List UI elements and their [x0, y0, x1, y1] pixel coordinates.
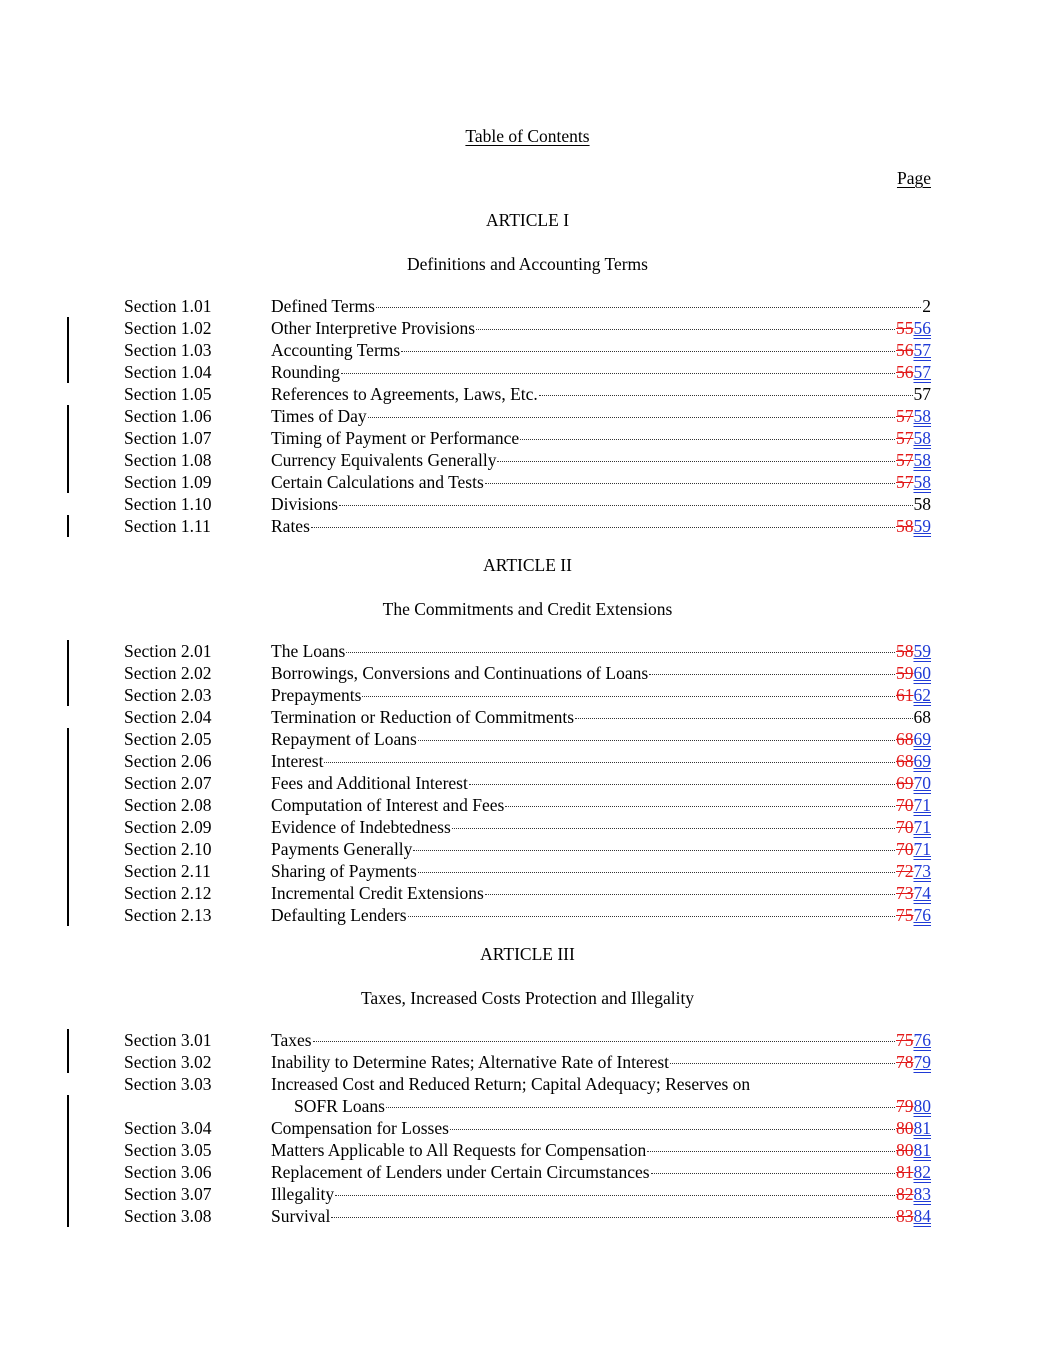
page-column-label: Page	[896, 168, 931, 188]
section-number: Section 3.08	[124, 1206, 212, 1226]
section-number: Section 3.04	[124, 1118, 212, 1138]
toc-entry[interactable]	[124, 1073, 931, 1117]
page-number	[896, 662, 931, 684]
deleted-page-number: 72	[896, 861, 914, 881]
section-title: Interest	[271, 751, 324, 771]
dot-leader	[341, 373, 895, 374]
dot-leader	[469, 784, 895, 785]
title-row	[271, 339, 931, 361]
section-number: Section 3.01	[124, 1030, 212, 1050]
toc-entry[interactable]	[124, 882, 931, 904]
section-title: The Loans	[271, 641, 346, 661]
inserted-page-number: 82	[913, 1162, 931, 1182]
article-heading: Definitions and Accounting Terms	[407, 254, 648, 274]
change-bar	[67, 662, 69, 684]
section-number: Section 1.07	[124, 428, 212, 448]
section-number: Section 2.03	[124, 685, 212, 705]
deleted-page-number: 83	[896, 1206, 914, 1226]
section-title: Timing of Payment or Performance	[271, 428, 520, 448]
dot-leader	[313, 1041, 895, 1042]
toc-entry[interactable]	[124, 1161, 931, 1183]
toc-entry[interactable]	[124, 515, 931, 537]
toc-entry[interactable]	[124, 750, 931, 772]
deleted-page-number: 56	[896, 340, 914, 360]
title-row	[271, 405, 931, 427]
section-title: References to Agreements, Laws, Etc.	[271, 384, 538, 404]
page-number	[896, 1051, 931, 1073]
inserted-page-number: 58	[913, 406, 931, 426]
deleted-page-number: 56	[896, 362, 914, 382]
section-number: Section 1.11	[124, 516, 211, 536]
toc-entry[interactable]	[124, 1139, 931, 1161]
section-title: Rates	[271, 516, 310, 536]
dot-leader	[413, 850, 895, 851]
change-bar	[67, 772, 69, 794]
toc-entry[interactable]	[124, 860, 931, 882]
deleted-page-number: 57	[896, 450, 914, 470]
dot-leader	[418, 872, 895, 873]
change-bar	[67, 515, 69, 537]
dot-leader	[450, 1129, 895, 1130]
toc-entry[interactable]	[124, 449, 931, 471]
deleted-page-number: 69	[896, 773, 914, 793]
toc-title: Table of Contents	[465, 126, 590, 146]
inserted-page-number: 81	[913, 1118, 931, 1138]
title-row	[271, 295, 931, 317]
change-bar	[67, 449, 69, 471]
dot-leader	[647, 1151, 895, 1152]
deleted-page-number: 58	[896, 641, 914, 661]
inserted-page-number: 69	[913, 751, 931, 771]
inserted-page-number: 59	[913, 641, 931, 661]
section-title: Repayment of Loans	[271, 729, 417, 749]
page-number	[896, 772, 931, 794]
dot-leader	[452, 828, 895, 829]
dot-leader	[505, 806, 895, 807]
section-title: Accounting Terms	[271, 340, 401, 360]
title-row	[294, 1095, 931, 1117]
dot-leader	[418, 740, 895, 741]
page-number	[896, 1161, 931, 1183]
section-title: Increased Cost and Reduced Return; Capital Adequacy; Reserves on	[271, 1074, 751, 1094]
deleted-page-number: 80	[896, 1118, 914, 1138]
section-number: Section 1.02	[124, 318, 212, 338]
inserted-page-number: 57	[913, 340, 931, 360]
toc-entry[interactable]	[124, 317, 931, 339]
change-bar	[67, 1161, 69, 1183]
article-label: ARTICLE II	[483, 555, 572, 575]
section-number: Section 1.09	[124, 472, 212, 492]
change-bar	[67, 794, 69, 816]
deleted-page-number: 79	[896, 1096, 914, 1116]
inserted-page-number: 80	[913, 1096, 931, 1116]
deleted-page-number: 80	[896, 1140, 914, 1160]
toc-entry[interactable]	[124, 904, 931, 926]
title-row	[271, 706, 931, 728]
article-label: ARTICLE I	[485, 210, 570, 230]
section-number: Section 3.05	[124, 1140, 212, 1160]
deleted-page-number: 70	[896, 839, 914, 859]
change-bar	[67, 1183, 69, 1205]
inserted-page-number: 79	[913, 1052, 931, 1072]
inserted-page-number: 76	[913, 905, 931, 925]
toc-entry[interactable]	[124, 728, 931, 750]
inserted-page-number: 73	[913, 861, 931, 881]
page-number	[896, 1139, 931, 1161]
change-bar	[67, 1029, 69, 1051]
toc-entry[interactable]	[124, 383, 931, 405]
dot-leader	[520, 439, 895, 440]
section-title: Inability to Determine Rates; Alternative Rate of Interest	[271, 1052, 669, 1072]
deleted-page-number: 70	[896, 817, 914, 837]
page-number	[896, 750, 931, 772]
section-title: Taxes	[271, 1030, 312, 1050]
dot-leader	[346, 652, 895, 653]
section-title: Sharing of Payments	[271, 861, 417, 881]
section-title: Replacement of Lenders under Certain Circumstances	[271, 1162, 650, 1182]
page-number	[896, 1029, 931, 1051]
page-number	[896, 317, 931, 339]
dot-leader	[651, 1173, 895, 1174]
deleted-page-number: 59	[896, 663, 914, 683]
title-row	[271, 750, 931, 772]
title-row	[271, 1205, 931, 1227]
page-number	[896, 904, 931, 926]
title-row	[271, 449, 931, 471]
page-number	[896, 405, 931, 427]
page-number	[896, 515, 931, 537]
dot-leader	[497, 461, 895, 462]
toc-entry[interactable]	[124, 1117, 931, 1139]
change-bar	[67, 816, 69, 838]
change-bar	[67, 684, 69, 706]
change-bar	[67, 317, 69, 339]
change-bar	[67, 728, 69, 750]
toc-entry[interactable]	[124, 361, 931, 383]
title-row	[271, 662, 931, 684]
section-number: Section 1.01	[124, 296, 212, 316]
dot-leader	[386, 1107, 895, 1108]
dot-leader	[539, 395, 913, 396]
deleted-page-number: 57	[896, 428, 914, 448]
change-bar	[67, 1205, 69, 1227]
inserted-page-number: 62	[913, 685, 931, 705]
page-number	[896, 794, 931, 816]
dot-leader	[476, 329, 895, 330]
section-number: Section 1.04	[124, 362, 212, 382]
section-number: Section 2.06	[124, 751, 212, 771]
inserted-page-number: 60	[913, 663, 931, 683]
page-number	[896, 882, 931, 904]
page-number	[896, 339, 931, 361]
section-number: Section 2.11	[124, 861, 211, 881]
title-row	[271, 816, 931, 838]
inserted-page-number: 84	[913, 1206, 931, 1226]
page-number: 2	[922, 296, 931, 316]
section-title: Payments Generally	[271, 839, 413, 859]
section-title: Compensation for Losses	[271, 1118, 449, 1138]
toc-entry[interactable]	[124, 1183, 931, 1205]
section-number: Section 2.04	[124, 707, 212, 727]
toc-entry[interactable]	[124, 427, 931, 449]
change-bar	[67, 1051, 69, 1073]
inserted-page-number: 83	[913, 1184, 931, 1204]
section-number: Section 1.03	[124, 340, 212, 360]
section-number: Section 2.13	[124, 905, 212, 925]
inserted-page-number: 59	[913, 516, 931, 536]
toc-entry[interactable]	[124, 838, 931, 860]
title-row	[271, 361, 931, 383]
section-title: Currency Equivalents Generally	[271, 450, 497, 470]
section-number: Section 3.07	[124, 1184, 212, 1204]
title-row	[271, 1051, 931, 1073]
dot-leader	[485, 894, 895, 895]
toc-entry[interactable]	[124, 295, 931, 317]
change-bar	[67, 640, 69, 662]
deleted-page-number: 70	[896, 795, 914, 815]
page-number	[896, 838, 931, 860]
section-number: Section 2.02	[124, 663, 212, 683]
toc-entry[interactable]	[124, 772, 931, 794]
article-heading: Taxes, Increased Costs Protection and Illegality	[360, 988, 695, 1008]
dot-leader	[331, 1217, 895, 1218]
toc-entry[interactable]	[124, 816, 931, 838]
section-title: Termination or Reduction of Commitments	[271, 707, 575, 727]
inserted-page-number: 74	[913, 883, 931, 903]
section-number: Section 2.05	[124, 729, 212, 749]
title-row	[271, 728, 931, 750]
inserted-page-number: 56	[913, 318, 931, 338]
section-title: Incremental Credit Extensions	[271, 883, 484, 903]
page-number	[896, 361, 931, 383]
deleted-page-number: 68	[896, 751, 914, 771]
title-row	[271, 860, 931, 882]
section-number: Section 3.06	[124, 1162, 212, 1182]
toc-entry[interactable]	[124, 706, 931, 728]
toc-entry[interactable]	[124, 684, 931, 706]
change-bar	[67, 471, 69, 493]
change-bar	[67, 860, 69, 882]
inserted-page-number: 71	[913, 795, 931, 815]
section-title: Times of Day	[271, 406, 367, 426]
title-row	[271, 317, 931, 339]
dot-leader	[311, 527, 895, 528]
page-number	[896, 860, 931, 882]
dot-leader	[670, 1063, 895, 1064]
title-row	[271, 1029, 931, 1051]
article-label: ARTICLE III	[480, 944, 575, 964]
section-title: Survival	[271, 1206, 331, 1226]
dot-leader	[376, 307, 921, 308]
deleted-page-number: 57	[896, 406, 914, 426]
deleted-page-number: 55	[896, 318, 914, 338]
section-number: Section 2.10	[124, 839, 212, 859]
inserted-page-number: 70	[913, 773, 931, 793]
section-title: Computation of Interest and Fees	[271, 795, 505, 815]
section-number: Section 1.08	[124, 450, 212, 470]
deleted-page-number: 58	[896, 516, 914, 536]
inserted-page-number: 71	[913, 839, 931, 859]
toc-entry[interactable]	[124, 662, 931, 684]
page-number	[896, 1183, 931, 1205]
change-bar	[67, 838, 69, 860]
title-row	[271, 383, 931, 405]
section-title: Other Interpretive Provisions	[271, 318, 476, 338]
inserted-page-number: 58	[913, 450, 931, 470]
section-title: Certain Calculations and Tests	[271, 472, 484, 492]
page-number: 58	[913, 494, 931, 514]
change-bar	[67, 405, 69, 427]
toc-entry[interactable]	[124, 493, 931, 515]
dot-leader	[649, 674, 895, 675]
title-row	[271, 1117, 931, 1139]
page-number	[896, 449, 931, 471]
toc-entry[interactable]	[124, 339, 931, 361]
section-title: Divisions	[271, 494, 339, 514]
section-number: Section 2.09	[124, 817, 212, 837]
deleted-page-number: 75	[896, 1030, 914, 1050]
dot-leader	[339, 505, 912, 506]
page-number	[896, 1095, 931, 1117]
inserted-page-number: 69	[913, 729, 931, 749]
toc-entry[interactable]	[124, 640, 931, 662]
dot-leader	[401, 351, 895, 352]
title-row	[271, 427, 931, 449]
title-row	[271, 1161, 931, 1183]
section-number: Section 1.10	[124, 494, 212, 514]
toc-entry[interactable]	[124, 471, 931, 493]
section-number: Section 2.08	[124, 795, 212, 815]
dot-leader	[324, 762, 895, 763]
change-bar	[67, 904, 69, 926]
deleted-page-number: 75	[896, 905, 914, 925]
change-bar	[67, 1139, 69, 1161]
deleted-page-number: 57	[896, 472, 914, 492]
toc-entry[interactable]	[124, 1205, 931, 1227]
title-row	[271, 838, 931, 860]
section-number: Section 2.12	[124, 883, 212, 903]
title-row	[271, 471, 931, 493]
title-row	[271, 1139, 931, 1161]
deleted-page-number: 73	[896, 883, 914, 903]
title-row	[271, 640, 931, 662]
page-number	[896, 1205, 931, 1227]
title-row	[271, 1183, 931, 1205]
section-number: Section 3.02	[124, 1052, 212, 1072]
deleted-page-number: 82	[896, 1184, 914, 1204]
dot-leader	[408, 916, 895, 917]
inserted-page-number: 58	[913, 472, 931, 492]
change-bar	[67, 750, 69, 772]
section-number: Section 1.05	[124, 384, 212, 404]
title-row	[271, 493, 931, 515]
dot-leader	[362, 696, 895, 697]
dot-leader	[575, 718, 912, 719]
deleted-page-number: 78	[896, 1052, 914, 1072]
deleted-page-number: 61	[896, 685, 914, 705]
section-title-continued: SOFR Loans	[294, 1096, 385, 1116]
section-number: Section 1.06	[124, 406, 212, 426]
section-number: Section 3.03	[124, 1074, 212, 1094]
inserted-page-number: 81	[913, 1140, 931, 1160]
section-title: Defaulting Lenders	[271, 905, 407, 925]
section-number: Section 2.01	[124, 641, 212, 661]
deleted-page-number: 81	[896, 1162, 914, 1182]
toc-entry[interactable]	[124, 1051, 931, 1073]
page-number: 57	[913, 384, 931, 404]
title-row	[271, 684, 931, 706]
section-title: Matters Applicable to All Requests for Compensation	[271, 1140, 647, 1160]
change-bar	[67, 427, 69, 449]
change-bar	[67, 882, 69, 904]
section-title: Prepayments	[271, 685, 362, 705]
dot-leader	[368, 417, 895, 418]
dot-leader	[335, 1195, 895, 1196]
page-number	[896, 728, 931, 750]
page-number	[896, 427, 931, 449]
page-number	[896, 684, 931, 706]
page-number	[896, 640, 931, 662]
dot-leader	[485, 483, 895, 484]
title-row	[271, 794, 931, 816]
toc-entry[interactable]	[124, 405, 931, 427]
toc-entry[interactable]	[124, 1029, 931, 1051]
page-number	[896, 1117, 931, 1139]
title-row	[271, 515, 931, 537]
page-number	[896, 816, 931, 838]
section-title: Rounding	[271, 362, 341, 382]
change-bar	[67, 1117, 69, 1139]
section-title: Fees and Additional Interest	[271, 773, 468, 793]
change-bar	[67, 339, 69, 361]
section-title: Defined Terms	[271, 296, 375, 316]
inserted-page-number: 57	[913, 362, 931, 382]
section-title: Borrowings, Conversions and Continuations of Loans	[271, 663, 649, 683]
toc-entry[interactable]	[124, 794, 931, 816]
page-number: 68	[913, 707, 931, 727]
change-bar	[67, 1095, 69, 1117]
deleted-page-number: 68	[896, 729, 914, 749]
article-heading: The Commitments and Credit Extensions	[382, 599, 673, 619]
section-title: Evidence of Indebtedness	[271, 817, 451, 837]
page-number	[896, 471, 931, 493]
title-row	[271, 882, 931, 904]
title-row	[271, 772, 931, 794]
inserted-page-number: 76	[913, 1030, 931, 1050]
title-row	[271, 904, 931, 926]
change-bar	[67, 361, 69, 383]
section-title: Illegality	[271, 1184, 335, 1204]
inserted-page-number: 71	[913, 817, 931, 837]
inserted-page-number: 58	[913, 428, 931, 448]
section-number: Section 2.07	[124, 773, 212, 793]
